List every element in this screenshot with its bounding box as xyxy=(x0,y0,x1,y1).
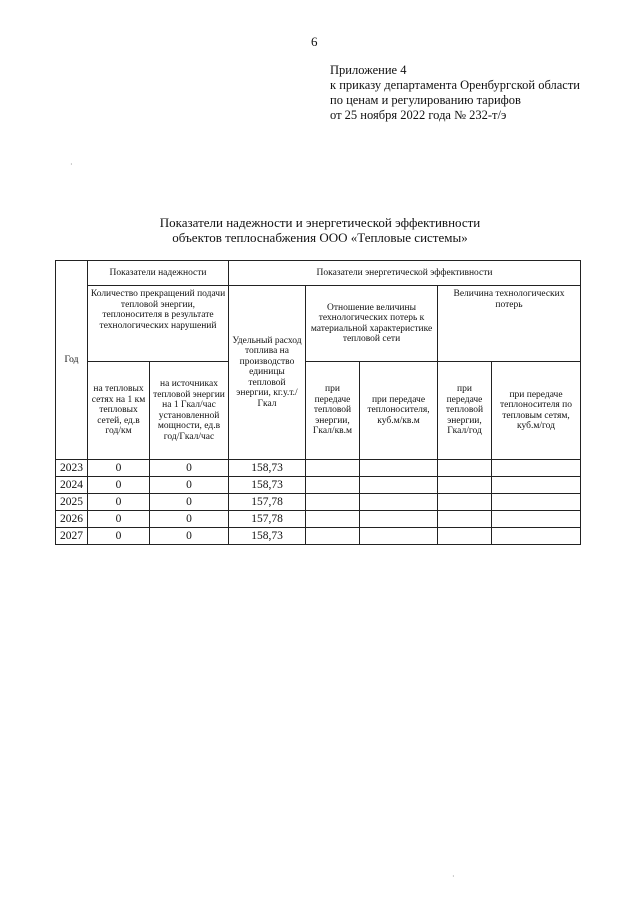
page-number: 6 xyxy=(311,34,318,49)
year-cell: 2027 xyxy=(56,528,88,545)
sources-cell: 0 xyxy=(150,494,229,511)
appendix-block xyxy=(330,63,580,123)
value-heat-header: при передаче тепловой энергии, Гкал/год xyxy=(438,362,492,460)
empty-cell xyxy=(492,528,581,545)
sources-cell: 0 xyxy=(150,460,229,477)
appendix-line: к приказу департамента Оренбургской области xyxy=(330,78,580,92)
appendix-line: от 25 ноября 2022 года № 232-т/э xyxy=(330,108,507,122)
empty-cell xyxy=(438,494,492,511)
fuel-cell: 158,73 xyxy=(229,477,306,494)
empty-cell xyxy=(492,460,581,477)
empty-cell xyxy=(492,494,581,511)
sources-cell: 0 xyxy=(150,511,229,528)
networks-cell: 0 xyxy=(88,494,150,511)
empty-cell xyxy=(438,460,492,477)
table-row xyxy=(56,460,581,477)
empty-cell xyxy=(360,477,438,494)
table-row xyxy=(56,528,581,545)
networks-cell: 0 xyxy=(88,460,150,477)
loss-ratio-header: Отношение величины технологических потерь к материальной характеристике тепловой сети xyxy=(306,286,438,362)
empty-cell xyxy=(360,511,438,528)
fuel-cell: 157,78 xyxy=(229,511,306,528)
interruptions-header: Количество прекращений подачи тепловой энергии, теплоносителя в результате технологических нарушений xyxy=(88,286,229,362)
empty-cell xyxy=(438,528,492,545)
empty-cell xyxy=(438,477,492,494)
fuel-cell: 158,73 xyxy=(229,528,306,545)
empty-cell xyxy=(306,494,360,511)
empty-cell xyxy=(438,511,492,528)
empty-cell xyxy=(360,460,438,477)
empty-cell xyxy=(360,494,438,511)
year-header: Год xyxy=(56,261,88,460)
year-cell: 2026 xyxy=(56,511,88,528)
loss-value-header: Величина технологических потерь xyxy=(438,286,581,362)
title-line: объектов теплоснабжения ООО «Тепловые системы» xyxy=(172,230,468,245)
sources-cell: 0 xyxy=(150,477,229,494)
year-cell: 2024 xyxy=(56,477,88,494)
fuel-rate-header: Удельный расход топлива на производство единицы тепловой энергии, кг.у.т./Гкал xyxy=(229,286,306,460)
empty-cell xyxy=(360,528,438,545)
ratio-heat-header: при передаче тепловой энергии, Гкал/кв.м xyxy=(306,362,360,460)
fuel-cell: 158,73 xyxy=(229,460,306,477)
efficiency-header: Показатели энергетической эффективности xyxy=(229,261,581,286)
networks-cell: 0 xyxy=(88,477,150,494)
title-line: Показатели надежности и энергетической эффективности xyxy=(159,215,481,230)
fuel-cell: 157,78 xyxy=(229,494,306,511)
appendix-line: Приложение 4 xyxy=(330,63,407,77)
empty-cell xyxy=(306,511,360,528)
on-networks-header: на тепловых сетях на 1 км тепловых сетей, ед.в год/км xyxy=(88,362,150,460)
empty-cell xyxy=(306,477,360,494)
empty-cell xyxy=(306,528,360,545)
networks-cell: 0 xyxy=(88,511,150,528)
appendix-line: по ценам и регулированию тарифов xyxy=(330,93,521,107)
indicators-table xyxy=(55,260,581,545)
year-cell: 2025 xyxy=(56,494,88,511)
reliability-header: Показатели надежности xyxy=(88,261,229,286)
empty-cell xyxy=(492,477,581,494)
scan-speck: · xyxy=(452,872,455,881)
empty-cell xyxy=(306,460,360,477)
value-coolant-header: при передаче теплоносителя по тепловым сетям, куб.м/год xyxy=(492,362,581,460)
table-row xyxy=(56,477,581,494)
scan-speck: · xyxy=(70,160,73,169)
document-title xyxy=(0,215,640,245)
sources-cell: 0 xyxy=(150,528,229,545)
ratio-coolant-header: при передаче теплоносителя, куб.м/кв.м xyxy=(360,362,438,460)
on-sources-header: на источниках тепловой энергии на 1 Гкал/час установленной мощности, ед.в год/Гкал/час xyxy=(150,362,229,460)
year-cell: 2023 xyxy=(56,460,88,477)
table-row xyxy=(56,511,581,528)
empty-cell xyxy=(492,511,581,528)
networks-cell: 0 xyxy=(88,528,150,545)
table-row xyxy=(56,494,581,511)
